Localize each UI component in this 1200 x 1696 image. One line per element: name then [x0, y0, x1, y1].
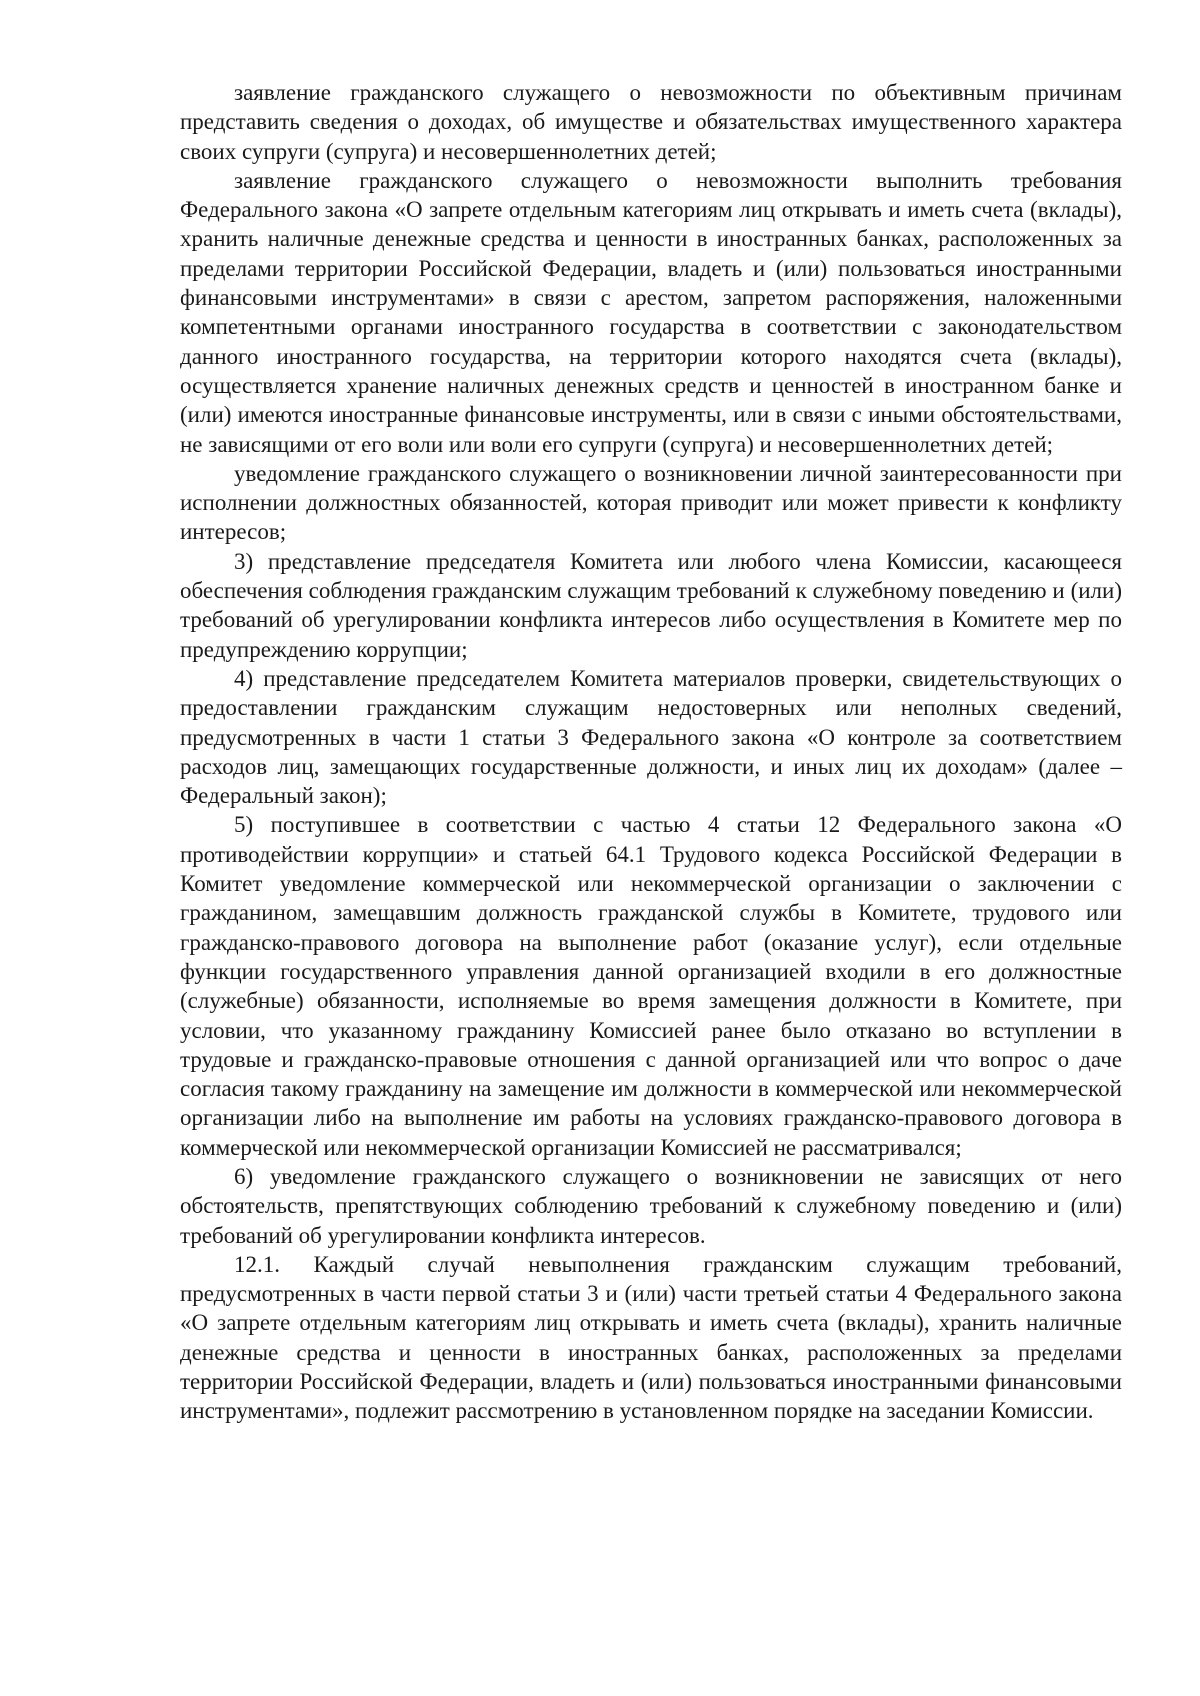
document-body [180, 78, 1122, 1426]
paragraph-statement-foreign-accounts: заявление гражданского служащего о невозможности выполнить требования Федерального закона «О запрете отдельным категориям лиц открывать и иметь счета (вклады), хранить наличные денежные средства и ценности в иностранных банках, расположенных за пределами территории Российской Федерации, владеть и (или) пользоваться иностранными финансовыми инструментами» в связи с арестом, запретом распоряжения, наложенными компетентными органами иностранного государства в соответствии с законодательством данного иностранного государства, на территории которого находятся счета (вклады), осуществляется хранение наличных денежных средств и ценностей в иностранном банке и (или) имеются иностранные финансовые инструменты, или в связи с иными обстоятельствами, не зависящими от его воли или воли его супруги (супруга) и несовершеннолетних детей; [180, 167, 1122, 457]
paragraph-item-4: 4) представление председателем Комитета материалов проверки, свидетельствующих о предоставлении гражданским служащим недостоверных или неполных сведений, предусмотренных в части 1 статьи 3 Федерального закона «О контроле за соответствием расходов лиц, замещающих государственные должности, и иных лиц их доходам» (далее – Федеральный закон); [180, 665, 1122, 809]
paragraph-section-12-1: 12.1. Каждый случай невыполнения гражданским служащим требований, предусмотренных в части первой статьи 3 и (или) части третьей статьи 4 Федерального закона «О запрете отдельным категориям лиц открывать и иметь счета (вклады), хранить наличные денежные средства и ценности в иностранных банках, расположенных за пределами территории Российской Федерации, владеть и (или) пользоваться иностранными финансовыми инструментами», подлежит рассмотрению в установленном порядке на заседании Комиссии. [180, 1251, 1122, 1424]
paragraph-notice-personal-interest: уведомление гражданского служащего о возникновении личной заинтересованности при исполнении должностных обязанностей, которая приводит или может привести к конфликту интересов; [180, 460, 1122, 545]
paragraph-item-3: 3) представление председателя Комитета или любого члена Комиссии, касающееся обеспечения соблюдения гражданским служащим требований к служебному поведению и (или) требований об урегулировании конфликта интересов либо осуществления в Комитете мер по предупреждению коррупции; [180, 548, 1122, 662]
paragraph-item-6: 6) уведомление гражданского служащего о возникновении не зависящих от него обстоятельств, препятствующих соблюдению требований к служебному поведению и (или) требований об урегулировании конфликта интересов. [180, 1163, 1122, 1248]
paragraph-item-5: 5) поступившее в соответствии с частью 4 статьи 12 Федерального закона «О противодействии коррупции» и статьей 64.1 Трудового кодекса Российской Федерации в Комитет уведомление коммерческой или некоммерческой организации о заключении с гражданином, замещавшим должность гражданской службы в Комитете, трудового или гражданско-правового договора на выполнение работ (оказание услуг), если отдельные функции государственного управления данной организацией входили в его должностные (служебные) обязанности, исполняемые во время замещения должности в Комитете, при условии, что указанному гражданину Комиссией ранее было отказано во вступлении в трудовые и гражданско-правовые отношения с данной организацией или что вопрос о даче согласия такому гражданину на замещение им должности в коммерческой или некоммерческой организации либо на выполнение им работы на условиях гражданско-правового договора в коммерческой или некоммерческой организации Комиссией не рассматривался; [180, 812, 1122, 1160]
paragraph-statement-income: заявление гражданского служащего о невозможности по объективным причинам представить сведения о доходах, об имуществе и обязательствах имущественного характера своих супруги (супруга) и несовершеннолетних детей; [180, 80, 1122, 164]
